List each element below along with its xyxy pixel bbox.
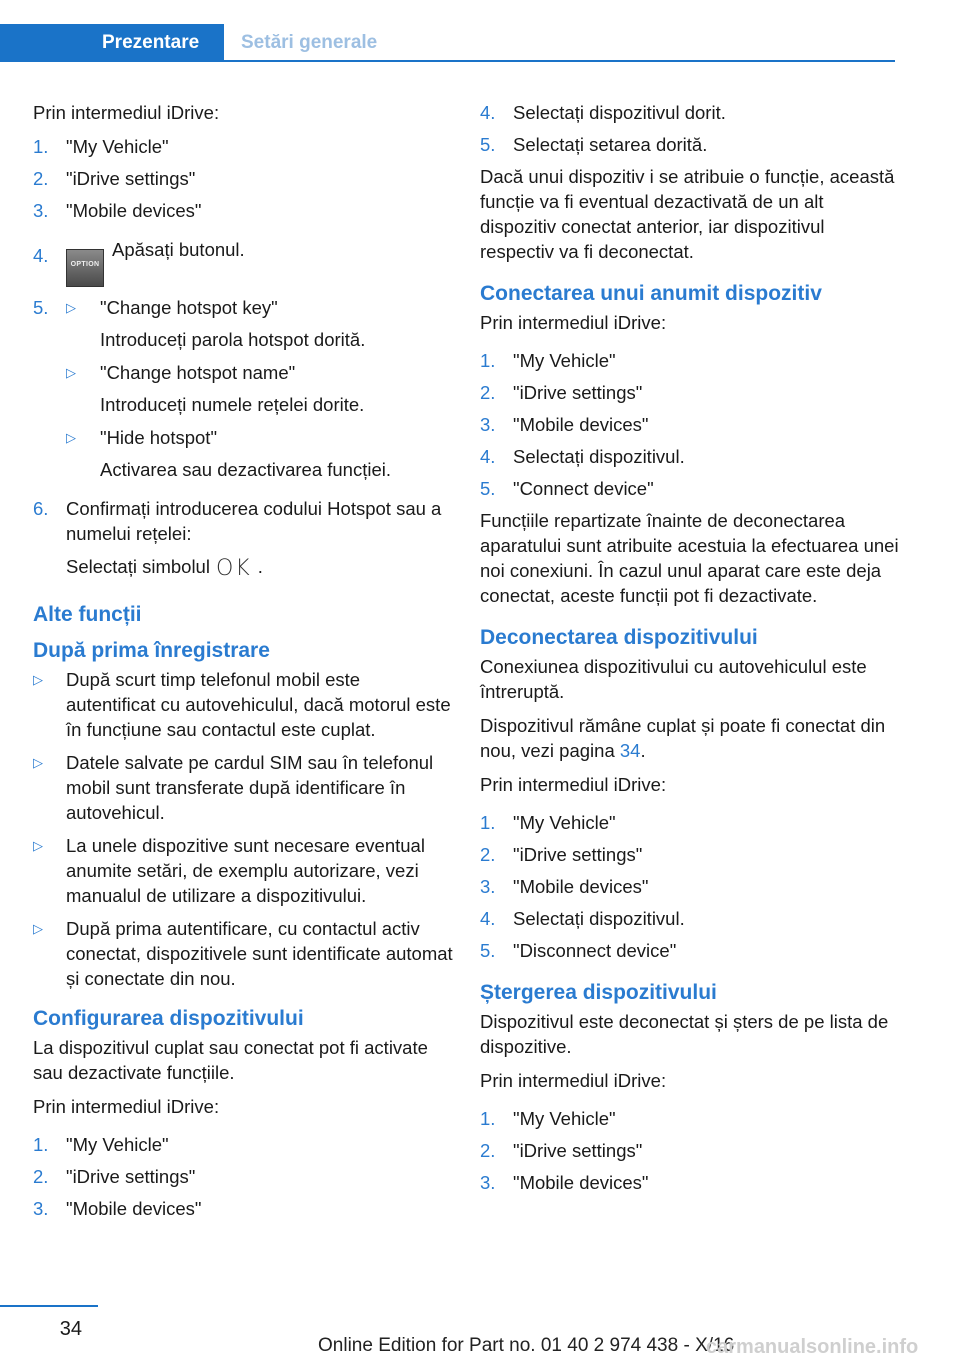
subsection-title: Conectarea unui anumit dispozitiv <box>480 282 822 305</box>
list-item <box>33 1164 453 1189</box>
header-rule <box>0 60 895 62</box>
body-text: La dispozitivul cuplat sau conectat pot fi activate sau dezactivate funcțiile. <box>33 1037 428 1083</box>
bullet-text: După prima autentificare, cu contactul activ conectat, dispozitivele sunt identificate automat și conectate din nou. <box>66 918 453 989</box>
list-item <box>33 1196 453 1221</box>
triangle-bullet-icon: ▷ <box>66 365 76 380</box>
sub-item-title: "Hide hotspot" <box>100 427 218 448</box>
triangle-bullet-icon: ▷ <box>33 921 43 936</box>
list-item <box>33 833 453 908</box>
body-text: Conexiunea dispozitivului cu autovehiculul este întreruptă. <box>480 656 867 702</box>
step-text: "iDrive settings" <box>66 168 196 189</box>
step-number: 2. <box>480 1140 496 1161</box>
intro-text: Prin intermediul iDrive: <box>33 102 220 123</box>
list-item <box>480 874 900 899</box>
step-text: Selectați dispozitivul. <box>513 908 685 929</box>
step-text: "iDrive settings" <box>513 1140 643 1161</box>
body-text: Funcțiile repartizate înainte de deconectarea aparatului sunt atribuite acestuia la efectuarea unei noi conexiuni. În cazul unul aparat care este deja conectat, aceste funcții pot fi dezactivate. <box>480 510 899 606</box>
list-item <box>480 348 900 373</box>
step-number: 4. <box>480 446 496 467</box>
list-item <box>480 1138 900 1163</box>
step-number: 2. <box>33 168 49 189</box>
step-text: Confirmați introducerea codului Hotspot sau a numelui rețelei: <box>66 498 442 544</box>
page-link[interactable]: 34 <box>619 740 641 761</box>
list-item <box>480 380 900 405</box>
step-text: "Mobile devices" <box>66 200 202 221</box>
step-number: 5. <box>480 940 496 961</box>
list-item <box>480 444 900 469</box>
step-text: Apăsați butonul. <box>112 239 245 260</box>
step-end: . <box>257 556 263 577</box>
sub-list-item <box>66 360 453 417</box>
watermark-text: carmanualsonline.info <box>706 1336 919 1358</box>
step-text: "My Vehicle" <box>66 136 169 157</box>
list-item <box>480 1106 900 1131</box>
step-text: Selectați dispozitivul. <box>513 446 685 467</box>
list-item <box>33 750 453 825</box>
list-item <box>33 496 453 581</box>
page-number: 34 <box>59 1318 82 1340</box>
sub-list-item <box>66 295 453 352</box>
step-number: 2. <box>33 1166 49 1187</box>
list-item <box>33 198 453 223</box>
list-item <box>480 476 900 501</box>
list-item <box>480 842 900 867</box>
step-number: 5. <box>480 478 496 499</box>
tab-setari-generale[interactable]: Setări generale <box>241 32 378 53</box>
step-number: 2. <box>480 844 496 865</box>
section-title: Alte funcții <box>33 603 142 626</box>
sub-item-title: "Change hotspot name" <box>100 362 296 383</box>
step-number: 5. <box>33 297 49 318</box>
step-text: "Mobile devices" <box>513 1172 649 1193</box>
step-number: 4. <box>33 245 49 266</box>
sub-item-desc: Introduceți parola hotspot dorită. <box>100 329 366 350</box>
intro-text: Prin intermediul iDrive: <box>480 774 667 795</box>
step-number: 3. <box>33 1198 49 1219</box>
step-text: Selectați dispozitivul dorit. <box>513 102 726 123</box>
list-item <box>33 134 453 159</box>
subsection-title: Configurarea dispozitivului <box>33 1007 304 1030</box>
intro-text: Prin intermediul iDrive: <box>33 1096 220 1117</box>
subsection-title: Ștergerea dispozitivului <box>480 981 717 1004</box>
subsection-title: Deconectarea dispozitivului <box>480 626 758 649</box>
list-item <box>480 132 900 157</box>
step-text: "Mobile devices" <box>66 1198 202 1219</box>
bullet-text: După scurt timp telefonul mobil este autentificat cu autovehiculul, dacă motorul este în funcțiune sau contactul este cuplat. <box>66 669 451 740</box>
step-text: "iDrive settings" <box>513 382 643 403</box>
list-item <box>33 1132 453 1157</box>
triangle-bullet-icon: ▷ <box>33 672 43 687</box>
step-number: 3. <box>480 1172 496 1193</box>
list-item <box>480 1170 900 1195</box>
triangle-bullet-icon: ▷ <box>33 838 43 853</box>
step-number: 1. <box>33 1134 49 1155</box>
step-number: 4. <box>480 908 496 929</box>
body-text: Dispozitivul rămâne cuplat și poate fi conectat din nou, vezi pagina 34. <box>480 715 886 761</box>
step-number: 2. <box>480 382 496 403</box>
ok-symbol-icon: OK <box>215 556 252 581</box>
step-number: 5. <box>480 134 496 155</box>
edition-text: Online Edition for Part no. 01 40 2 974 438 - X/16 <box>318 1335 735 1356</box>
step-number: 1. <box>480 812 496 833</box>
sub-item-title: "Change hotspot key" <box>100 297 278 318</box>
step-text: "My Vehicle" <box>513 812 616 833</box>
step-number: 1. <box>480 1108 496 1129</box>
step-text: "My Vehicle" <box>66 1134 169 1155</box>
select-symbol-text: Selectați simbolul <box>66 556 210 577</box>
option-button-icon: OPTION <box>66 249 104 287</box>
step-number: 1. <box>480 350 496 371</box>
list-item <box>33 166 453 191</box>
step-text: "My Vehicle" <box>513 1108 616 1129</box>
page-header <box>0 0 960 64</box>
step-number: 4. <box>480 102 496 123</box>
step-text: "Mobile devices" <box>513 414 649 435</box>
sub-list-item <box>66 425 453 482</box>
step-text: "iDrive settings" <box>66 1166 196 1187</box>
step-number: 1. <box>33 136 49 157</box>
body-text: Dispozitivul este deconectat și șters de pe lista de dispozitive. <box>480 1011 889 1057</box>
bullet-text: La unele dispozitive sunt necesare eventual anumite setări, de exemplu autorizare, vezi manualul de utilizare a dispozitivului. <box>66 835 425 906</box>
triangle-bullet-icon: ▷ <box>66 300 76 315</box>
step-number: 3. <box>33 200 49 221</box>
intro-text: Prin intermediul iDrive: <box>480 1070 667 1091</box>
footer-rule <box>0 1305 98 1307</box>
tab-prezentare[interactable]: Prezentare <box>0 24 224 61</box>
left-column <box>33 100 453 1228</box>
list-item <box>33 667 453 742</box>
list-item <box>480 412 900 437</box>
step-number: 3. <box>480 876 496 897</box>
step-text: "Disconnect device" <box>513 940 677 961</box>
sub-item-desc: Activarea sau dezactivarea funcției. <box>100 459 392 480</box>
body-text: Dacă unui dispozitiv i se atribuie o funcție, această funcție va fi eventual dezactivată de un alt dispozitiv conectat anterior, iar dispozitivul respectiv va fi deconectat. <box>480 166 895 262</box>
list-item <box>480 906 900 931</box>
list-item <box>33 916 453 991</box>
triangle-bullet-icon: ▷ <box>66 430 76 445</box>
triangle-bullet-icon: ▷ <box>33 755 43 770</box>
intro-text: Prin intermediul iDrive: <box>480 312 667 333</box>
list-item <box>33 295 453 490</box>
list-item <box>480 938 900 963</box>
step-number: 3. <box>480 414 496 435</box>
step-text: "iDrive settings" <box>513 844 643 865</box>
list-item <box>33 237 453 287</box>
sub-item-desc: Introduceți numele rețelei dorite. <box>100 394 365 415</box>
step-number: 6. <box>33 498 49 519</box>
step-text: Selectați setarea dorită. <box>513 134 708 155</box>
subsection-title: După prima înregistrare <box>33 639 270 662</box>
right-column <box>480 100 900 1202</box>
list-item <box>480 100 900 125</box>
step-text: "Connect device" <box>513 478 654 499</box>
bullet-text: Datele salvate pe cardul SIM sau în telefonul mobil sunt transferate după identificare în autovehicul. <box>66 752 434 823</box>
step-text: "My Vehicle" <box>513 350 616 371</box>
step-text: "Mobile devices" <box>513 876 649 897</box>
list-item <box>480 810 900 835</box>
